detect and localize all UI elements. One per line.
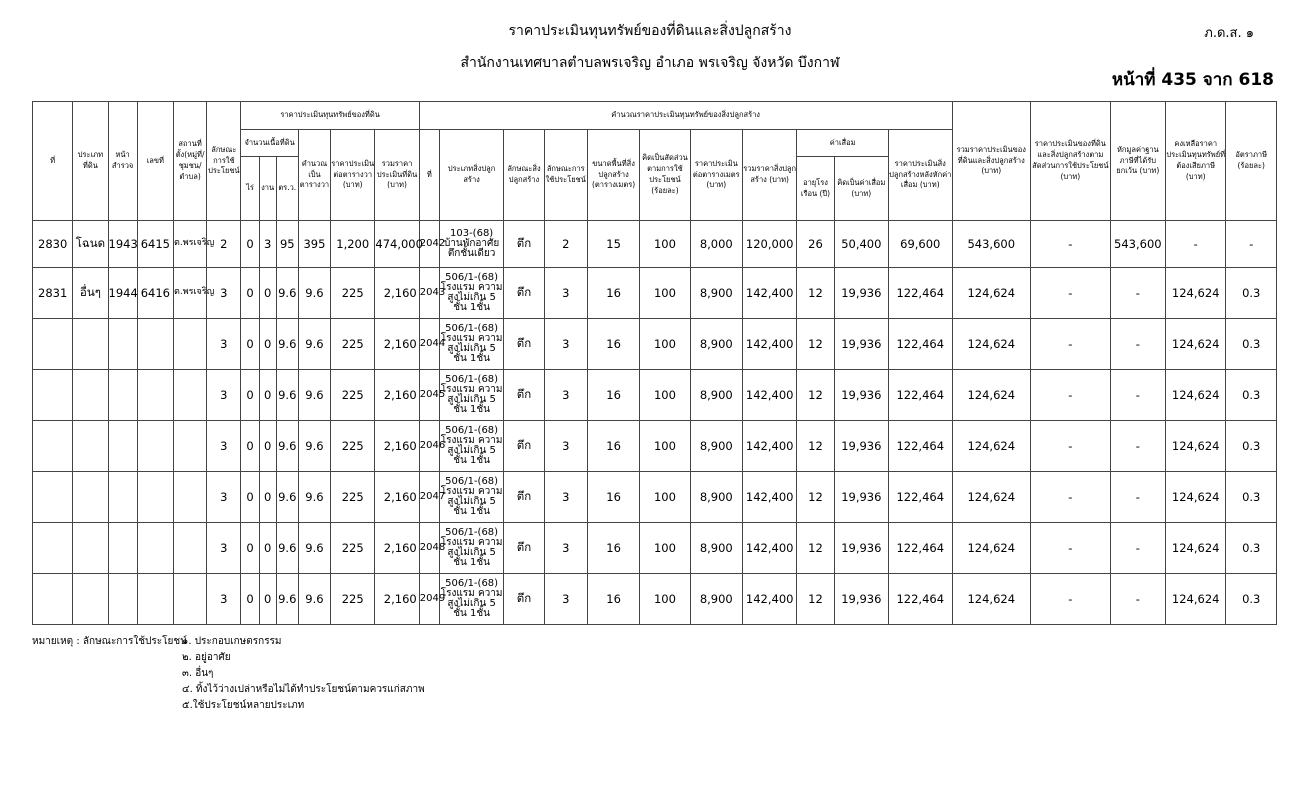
cell-rai: 0	[241, 472, 259, 523]
col-bldg-no: ที่	[419, 130, 439, 221]
document-title: ราคาประเมินทุนทรัพย์ของที่ดินและสิ่งปลูกสร้าง	[508, 23, 792, 39]
cell-price-sqm: 8,900	[690, 523, 742, 574]
cell-survey-page	[108, 523, 137, 574]
cell-bldg-total: 142,400	[742, 268, 796, 319]
cell-rate: 0.3	[1226, 574, 1277, 625]
cell-bldg-no: 2047	[419, 472, 439, 523]
col-bldg-type: ประเภทสิ่งปลูกสร้าง	[439, 130, 503, 221]
cell-taxable: -	[1166, 221, 1226, 268]
cell-use: 3	[207, 370, 241, 421]
cell-sqwa: 9.6	[298, 472, 330, 523]
cell-location	[173, 574, 206, 625]
form-code: ภ.ด.ส. ๑	[1204, 26, 1254, 41]
cell-taxable: 124,624	[1166, 319, 1226, 370]
group-depreciation: ค่าเสื่อม	[797, 130, 889, 157]
cell-sqwa: 9.6	[298, 370, 330, 421]
cell-wa: 9.6	[276, 472, 298, 523]
col-number: เลขที่	[137, 102, 173, 221]
col-bldg-use: ลักษณะการใช้ประโยชน์	[544, 130, 587, 221]
cell-taxable: 124,624	[1166, 523, 1226, 574]
cell-bldg-type: 506/1-(68) โรงแรม ความสูงไม่เกิน 5 ชั้น 1ชั้น	[439, 472, 503, 523]
note-item: ๒. อยู่อาศัย	[182, 652, 231, 663]
col-price-per-sqm: ราคาประเมินต่อตารางเมตร (บาท)	[690, 130, 742, 221]
cell-ngan: 0	[259, 319, 276, 370]
cell-exempt: -	[1110, 319, 1165, 370]
cell-price-wa: 225	[331, 319, 375, 370]
cell-ngan: 0	[259, 574, 276, 625]
cell-price-sqm: 8,000	[690, 221, 742, 268]
cell-grand: 124,624	[952, 268, 1031, 319]
cell-rate: 0.3	[1226, 268, 1277, 319]
cell-price-wa: 225	[331, 268, 375, 319]
cell-prop: -	[1031, 421, 1111, 472]
cell-rate: 0.3	[1226, 421, 1277, 472]
cell-bldg-use: 3	[544, 370, 587, 421]
cell-number	[137, 370, 173, 421]
cell-area: 16	[587, 574, 639, 625]
cell-use: 3	[207, 472, 241, 523]
cell-taxable: 124,624	[1166, 370, 1226, 421]
col-age: อายุโรงเรือน (ปี)	[797, 157, 834, 221]
cell-bldg-type: 506/1-(68) โรงแรม ความสูงไม่เกิน 5 ชั้น 1ชั้น	[439, 421, 503, 472]
cell-bldg-use: 2	[544, 221, 587, 268]
cell-land-type	[73, 472, 108, 523]
col-bldg-area: ขนาดพื้นที่สิ่งปลูกสร้าง (ตารางเมตร)	[587, 130, 639, 221]
cell-number: 6415	[137, 221, 173, 268]
cell-ngan: 0	[259, 523, 276, 574]
cell-rai: 0	[241, 268, 259, 319]
cell-area: 16	[587, 472, 639, 523]
cell-no	[33, 370, 73, 421]
cell-survey-page: 1943	[108, 221, 137, 268]
cell-survey-page	[108, 319, 137, 370]
cell-bldg-type: 506/1-(68) โรงแรม ความสูงไม่เกิน 5 ชั้น 1ชั้น	[439, 268, 503, 319]
cell-bldg-char: ตึก	[504, 370, 544, 421]
col-land-total: รวมราคาประเมินที่ดิน (บาท)	[375, 130, 419, 221]
cell-bldg-use: 3	[544, 268, 587, 319]
table-row	[33, 221, 1277, 268]
cell-grand: 124,624	[952, 421, 1031, 472]
cell-no: 2830	[33, 221, 73, 268]
cell-age: 12	[797, 574, 834, 625]
note-item: ๑. ประกอบเกษตรกรรม	[182, 636, 282, 647]
col-survey-page: หน้าสำรวจ	[108, 102, 137, 221]
cell-ngan: 0	[259, 268, 276, 319]
cell-age: 12	[797, 472, 834, 523]
cell-ngan: 0	[259, 370, 276, 421]
cell-land-type	[73, 370, 108, 421]
cell-grand: 124,624	[952, 574, 1031, 625]
cell-bldg-no: 2049	[419, 574, 439, 625]
cell-land-total: 2,160	[375, 472, 419, 523]
cell-survey-page	[108, 370, 137, 421]
cell-no: 2831	[33, 268, 73, 319]
cell-bldg-type: 103-(68) บ้านพักอาศัยตึกชั้นเดียว	[439, 221, 503, 268]
cell-survey-page	[108, 574, 137, 625]
cell-ratio: 100	[640, 221, 690, 268]
cell-bldg-use: 3	[544, 574, 587, 625]
cell-location	[173, 472, 206, 523]
cell-area: 16	[587, 268, 639, 319]
cell-ratio: 100	[640, 574, 690, 625]
cell-price-sqm: 8,900	[690, 472, 742, 523]
cell-land-type: อื่นๆ	[73, 268, 108, 319]
cell-after: 122,464	[889, 523, 953, 574]
col-no: ที่	[33, 102, 73, 221]
notes-label: หมายเหตุ : ลักษณะการใช้ประโยชน์	[32, 636, 187, 647]
cell-bldg-no: 2048	[419, 523, 439, 574]
col-prop-value: ราคาประเมินของที่ดินและสิ่งปลูกสร้างตามสัดส่วนการใช้ประโยชน์ (บาท)	[1031, 102, 1111, 221]
cell-price-sqm: 8,900	[690, 319, 742, 370]
cell-price-wa: 225	[331, 370, 375, 421]
cell-no	[33, 574, 73, 625]
col-use-ratio: คิดเป็นสัดส่วนตามการใช้ประโยชน์ (ร้อยละ)	[640, 130, 690, 221]
cell-age: 12	[797, 370, 834, 421]
cell-after: 122,464	[889, 574, 953, 625]
cell-ratio: 100	[640, 268, 690, 319]
cell-bldg-char: ตึก	[504, 574, 544, 625]
cell-ratio: 100	[640, 523, 690, 574]
cell-price-wa: 225	[331, 472, 375, 523]
cell-area: 16	[587, 319, 639, 370]
cell-bldg-type: 506/1-(68) โรงแรม ความสูงไม่เกิน 5 ชั้น 1ชั้น	[439, 574, 503, 625]
cell-sqwa: 9.6	[298, 523, 330, 574]
cell-age: 12	[797, 523, 834, 574]
cell-sqwa: 9.6	[298, 421, 330, 472]
cell-wa: 9.6	[276, 574, 298, 625]
cell-bldg-use: 3	[544, 523, 587, 574]
col-ngan: งาน	[259, 157, 276, 221]
cell-land-total: 2,160	[375, 574, 419, 625]
cell-rate: 0.3	[1226, 472, 1277, 523]
cell-exempt: -	[1110, 268, 1165, 319]
cell-bldg-no: 2044	[419, 319, 439, 370]
cell-after: 69,600	[889, 221, 953, 268]
cell-bldg-total: 142,400	[742, 319, 796, 370]
col-grand-total: รวมราคาประเมินของที่ดินและสิ่งปลูกสร้าง (บาท)	[952, 102, 1031, 221]
col-bldg-total: รวมราคาสิ่งปลูกสร้าง (บาท)	[742, 130, 796, 221]
cell-rai: 0	[241, 421, 259, 472]
cell-price-sqm: 8,900	[690, 574, 742, 625]
cell-number	[137, 319, 173, 370]
cell-land-type	[73, 523, 108, 574]
note-item: ๕.ใช้ประโยชน์หลายประเภท	[182, 700, 305, 711]
cell-depr: 50,400	[834, 221, 888, 268]
cell-wa: 9.6	[276, 268, 298, 319]
cell-after: 122,464	[889, 370, 953, 421]
cell-prop: -	[1031, 472, 1111, 523]
col-rate: อัตราภาษี (ร้อยละ)	[1226, 102, 1277, 221]
assessment-table	[32, 101, 1277, 625]
cell-use: 3	[207, 523, 241, 574]
col-taxable: คงเหลือราคาประเมินทุนทรัพย์ที่ต้องเสียภาษี (บาท)	[1166, 102, 1226, 221]
table-row	[33, 523, 1277, 574]
cell-rate: 0.3	[1226, 370, 1277, 421]
cell-ratio: 100	[640, 319, 690, 370]
cell-price-sqm: 8,900	[690, 268, 742, 319]
cell-area: 16	[587, 523, 639, 574]
cell-land-type	[73, 421, 108, 472]
cell-bldg-char: ตึก	[504, 221, 544, 268]
cell-location: ต.พรเจริญ	[173, 221, 206, 268]
col-bldg-char: ลักษณะสิ่งปลูกสร้าง	[504, 130, 544, 221]
cell-bldg-char: ตึก	[504, 472, 544, 523]
cell-taxable: 124,624	[1166, 421, 1226, 472]
cell-depr: 19,936	[834, 472, 888, 523]
cell-survey-page	[108, 421, 137, 472]
cell-prop: -	[1031, 574, 1111, 625]
cell-land-type	[73, 319, 108, 370]
cell-depr: 19,936	[834, 370, 888, 421]
cell-after: 122,464	[889, 421, 953, 472]
cell-bldg-type: 506/1-(68) โรงแรม ความสูงไม่เกิน 5 ชั้น 1ชั้น	[439, 319, 503, 370]
cell-bldg-no: 2042	[419, 221, 439, 268]
cell-area: 16	[587, 370, 639, 421]
cell-number	[137, 574, 173, 625]
cell-sqwa: 9.6	[298, 319, 330, 370]
note-item: ๔. ทิ้งไว้ว่างเปล่าหรือไม่ได้ทำประโยชน์ตามควรแก่สภาพ	[182, 684, 425, 695]
cell-rai: 0	[241, 319, 259, 370]
cell-ngan: 0	[259, 472, 276, 523]
col-sqwa: คำนวณเป็นตารางวา	[298, 130, 330, 221]
page-number: หน้าที่ 435 จาก 618	[1111, 70, 1274, 90]
cell-depr: 19,936	[834, 523, 888, 574]
cell-age: 12	[797, 268, 834, 319]
cell-price-sqm: 8,900	[690, 421, 742, 472]
cell-bldg-total: 142,400	[742, 472, 796, 523]
cell-after: 122,464	[889, 268, 953, 319]
cell-after: 122,464	[889, 472, 953, 523]
cell-wa: 9.6	[276, 319, 298, 370]
cell-prop: -	[1031, 221, 1111, 268]
cell-rai: 0	[241, 370, 259, 421]
document-subtitle: สำนักงานเทศบาลตำบลพรเจริญ อำเภอ พรเจริญ จังหวัด บึงกาฬ	[460, 55, 840, 71]
cell-bldg-no: 2043	[419, 268, 439, 319]
table-row	[33, 319, 1277, 370]
table-row	[33, 472, 1277, 523]
cell-bldg-char: ตึก	[504, 319, 544, 370]
cell-location: ต.พรเจริญ	[173, 268, 206, 319]
cell-bldg-total: 142,400	[742, 574, 796, 625]
cell-grand: 543,600	[952, 221, 1031, 268]
cell-rate: 0.3	[1226, 319, 1277, 370]
col-land-type: ประเภทที่ดิน	[73, 102, 108, 221]
cell-location	[173, 319, 206, 370]
col-bldg-after: ราคาประเมินสิ่งปลูกสร้างหลังหักค่าเสื่อม (บาท)	[889, 130, 953, 221]
cell-use: 3	[207, 319, 241, 370]
cell-use: 2	[207, 221, 241, 268]
group-land: ราคาประเมินทุนทรัพย์ของที่ดิน	[241, 102, 419, 130]
cell-grand: 124,624	[952, 472, 1031, 523]
cell-wa: 9.6	[276, 370, 298, 421]
cell-bldg-total: 120,000	[742, 221, 796, 268]
cell-number	[137, 472, 173, 523]
cell-rate: -	[1226, 221, 1277, 268]
cell-depr: 19,936	[834, 574, 888, 625]
cell-bldg-total: 142,400	[742, 370, 796, 421]
col-exempt: หักมูลค่าฐานภาษีที่ได้รับยกเว้น (บาท)	[1110, 102, 1165, 221]
cell-survey-page	[108, 472, 137, 523]
col-depr-amount: คิดเป็นค่าเสื่อม (บาท)	[834, 157, 888, 221]
cell-prop: -	[1031, 370, 1111, 421]
cell-sqwa: 9.6	[298, 574, 330, 625]
col-price-per-wa: ราคาประเมินต่อตารางวา (บาท)	[331, 130, 375, 221]
col-wa: ตร.ว.	[276, 157, 298, 221]
cell-bldg-use: 3	[544, 319, 587, 370]
cell-after: 122,464	[889, 319, 953, 370]
cell-age: 12	[797, 319, 834, 370]
cell-depr: 19,936	[834, 421, 888, 472]
cell-bldg-use: 3	[544, 472, 587, 523]
cell-taxable: 124,624	[1166, 574, 1226, 625]
cell-rai: 0	[241, 574, 259, 625]
cell-use: 3	[207, 268, 241, 319]
cell-bldg-char: ตึก	[504, 421, 544, 472]
group-building: คำนวณราคาประเมินทุนทรัพย์ของสิ่งปลูกสร้าง	[419, 102, 952, 130]
table-row	[33, 370, 1277, 421]
cell-rai: 0	[241, 523, 259, 574]
cell-age: 26	[797, 221, 834, 268]
cell-exempt: -	[1110, 574, 1165, 625]
table-row	[33, 574, 1277, 625]
cell-price-wa: 225	[331, 523, 375, 574]
cell-area: 16	[587, 421, 639, 472]
cell-no	[33, 472, 73, 523]
cell-price-wa: 225	[331, 574, 375, 625]
cell-land-total: 2,160	[375, 319, 419, 370]
cell-rai: 0	[241, 221, 259, 268]
cell-area: 15	[587, 221, 639, 268]
cell-bldg-char: ตึก	[504, 268, 544, 319]
cell-no	[33, 523, 73, 574]
cell-land-total: 474,000	[375, 221, 419, 268]
cell-use: 3	[207, 574, 241, 625]
cell-ngan: 0	[259, 421, 276, 472]
cell-number	[137, 421, 173, 472]
cell-grand: 124,624	[952, 523, 1031, 574]
cell-ratio: 100	[640, 370, 690, 421]
cell-location	[173, 421, 206, 472]
col-use-type: ลักษณะการใช้ประโยชน์	[207, 102, 241, 221]
cell-bldg-char: ตึก	[504, 523, 544, 574]
cell-exempt: -	[1110, 370, 1165, 421]
cell-exempt: 543,600	[1110, 221, 1165, 268]
cell-bldg-no: 2046	[419, 421, 439, 472]
table-row	[33, 421, 1277, 472]
cell-wa: 9.6	[276, 421, 298, 472]
cell-location	[173, 370, 206, 421]
cell-land-total: 2,160	[375, 268, 419, 319]
cell-depr: 19,936	[834, 268, 888, 319]
cell-exempt: -	[1110, 421, 1165, 472]
cell-land-type: โฉนด	[73, 221, 108, 268]
cell-land-total: 2,160	[375, 370, 419, 421]
cell-location	[173, 523, 206, 574]
col-location: สถานที่ตั้ง(หมู่ที่/ชุมชน/ตำบล)	[173, 102, 206, 221]
cell-prop: -	[1031, 319, 1111, 370]
cell-grand: 124,624	[952, 319, 1031, 370]
cell-taxable: 124,624	[1166, 268, 1226, 319]
cell-depr: 19,936	[834, 319, 888, 370]
cell-survey-page: 1944	[108, 268, 137, 319]
cell-bldg-no: 2045	[419, 370, 439, 421]
table-row	[33, 268, 1277, 319]
cell-age: 12	[797, 421, 834, 472]
cell-land-type	[73, 574, 108, 625]
cell-bldg-total: 142,400	[742, 523, 796, 574]
cell-number	[137, 523, 173, 574]
cell-no	[33, 421, 73, 472]
cell-price-sqm: 8,900	[690, 370, 742, 421]
note-item: ๓. อื่นๆ	[182, 668, 214, 679]
cell-wa: 95	[276, 221, 298, 268]
cell-bldg-use: 3	[544, 421, 587, 472]
cell-prop: -	[1031, 523, 1111, 574]
cell-bldg-total: 142,400	[742, 421, 796, 472]
cell-grand: 124,624	[952, 370, 1031, 421]
cell-price-wa: 225	[331, 421, 375, 472]
cell-wa: 9.6	[276, 523, 298, 574]
cell-sqwa: 9.6	[298, 268, 330, 319]
cell-sqwa: 395	[298, 221, 330, 268]
cell-ratio: 100	[640, 472, 690, 523]
cell-bldg-type: 506/1-(68) โรงแรม ความสูงไม่เกิน 5 ชั้น 1ชั้น	[439, 370, 503, 421]
cell-bldg-type: 506/1-(68) โรงแรม ความสูงไม่เกิน 5 ชั้น 1ชั้น	[439, 523, 503, 574]
cell-use: 3	[207, 421, 241, 472]
cell-number: 6416	[137, 268, 173, 319]
cell-taxable: 124,624	[1166, 472, 1226, 523]
col-rai: ไร่	[241, 157, 259, 221]
cell-ratio: 100	[640, 421, 690, 472]
cell-rate: 0.3	[1226, 523, 1277, 574]
cell-land-total: 2,160	[375, 523, 419, 574]
cell-land-total: 2,160	[375, 421, 419, 472]
cell-no	[33, 319, 73, 370]
cell-prop: -	[1031, 268, 1111, 319]
cell-exempt: -	[1110, 523, 1165, 574]
group-area: จำนวนเนื้อที่ดิน	[241, 130, 298, 157]
cell-exempt: -	[1110, 472, 1165, 523]
cell-price-wa: 1,200	[331, 221, 375, 268]
cell-ngan: 3	[259, 221, 276, 268]
